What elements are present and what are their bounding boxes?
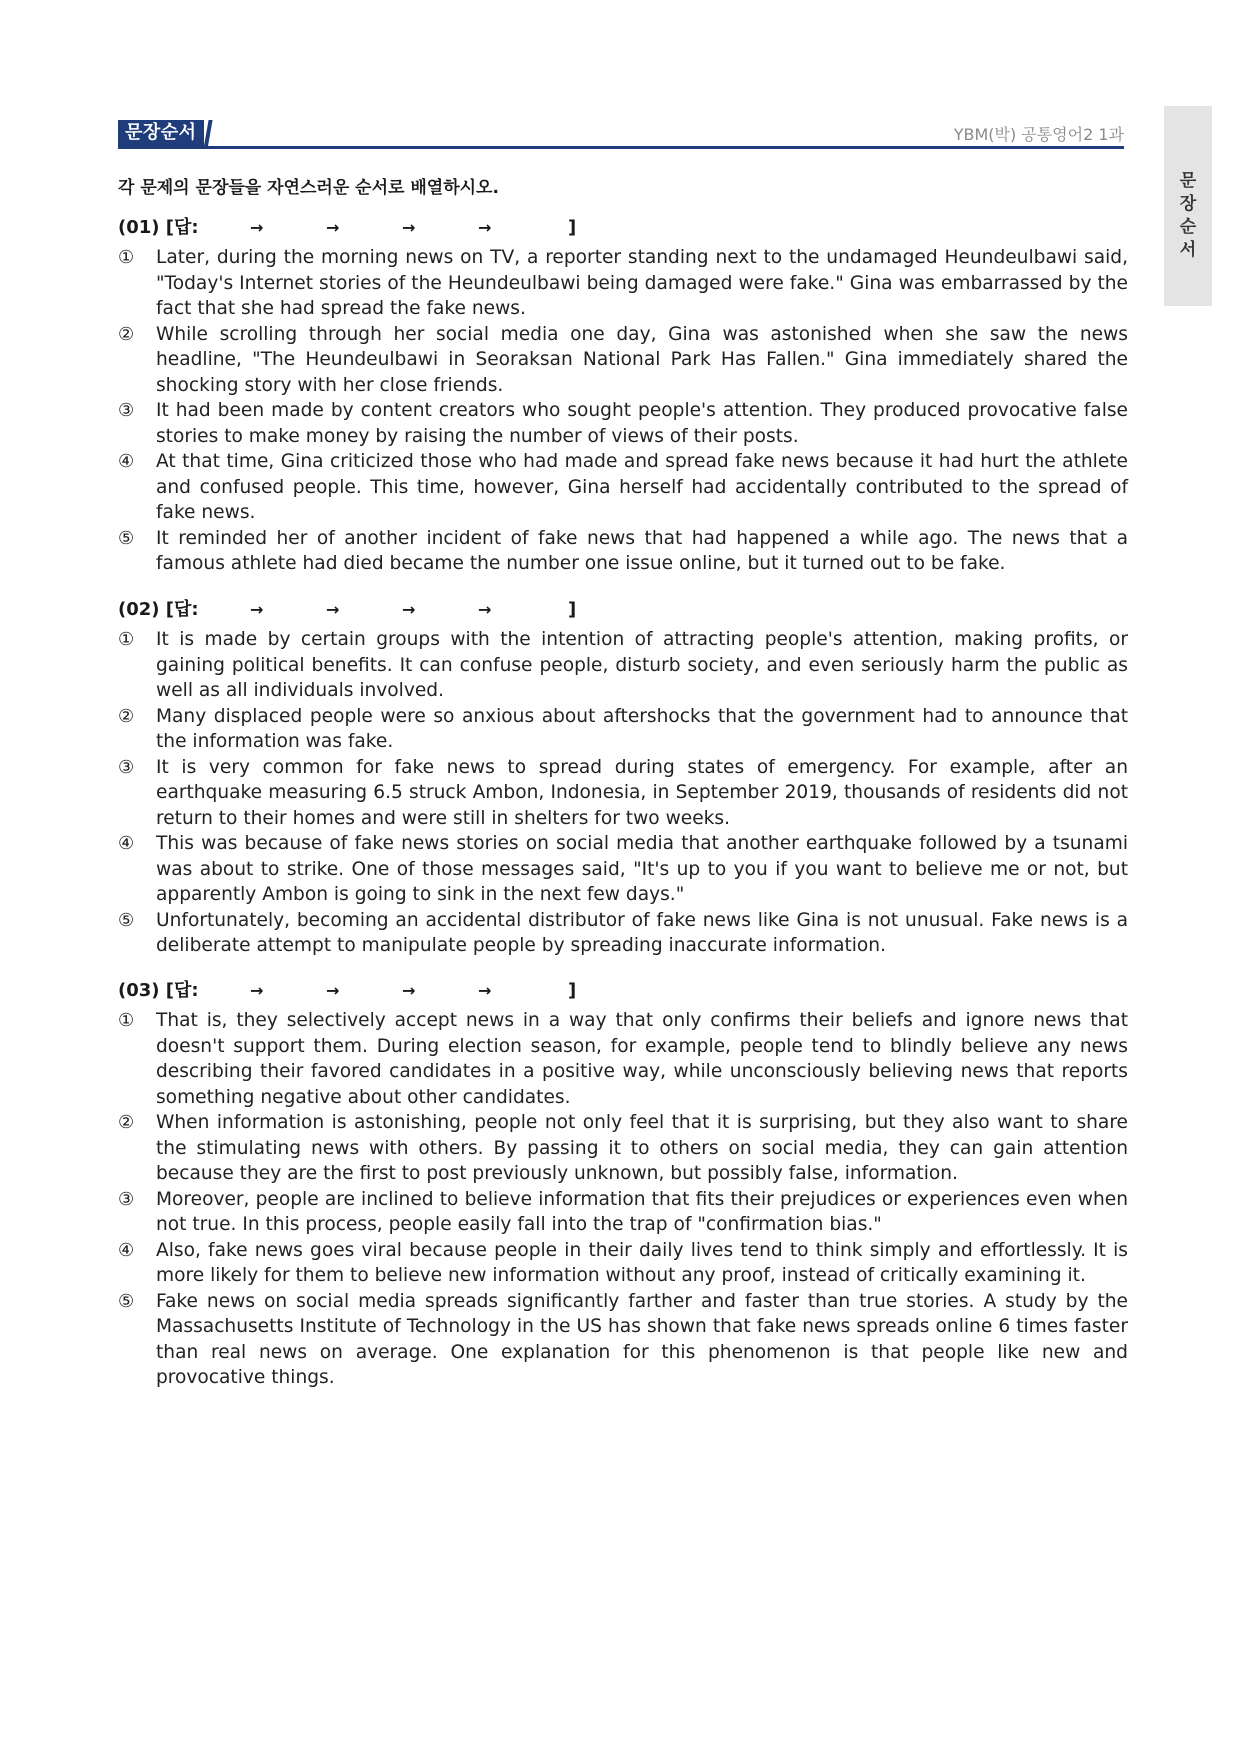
side-tab-label (1164, 170, 1212, 262)
list-item (118, 755, 1128, 832)
answer-close-bracket: ] (568, 217, 577, 238)
arrow-icon: → (478, 218, 492, 237)
item-text: When information is astonishing, people not only feel that it is surprising, but they also want to share the stimulating news with others. By passing it to others on social media, they can gain attention because they are the first to post previously unknown, but possibly false, information. (156, 1112, 1128, 1184)
answer-line (118, 597, 1128, 623)
item-number: ③ (118, 756, 135, 778)
item-text: That is, they selectively accept news in a way that only confirms their beliefs and ignore news that doesn't support them. During election season, for example, people tend to blindly believe any news describing their favored candidates in a positive way, while unconsciously believing news that reports something negative about other candidates. (156, 1010, 1128, 1108)
instruction: 각 문제의 문장들을 자연스러운 순서로 배열하시오. (118, 178, 499, 198)
list-item (118, 1289, 1128, 1391)
item-number: ⑤ (118, 1290, 135, 1312)
arrow-icon: → (250, 218, 264, 237)
problem-01 (118, 215, 1128, 577)
item-text: It is very common for fake news to spread during states of emergency. For example, after an earthquake measuring 6.5 struck Ambon, Indonesia, in September 2019, thousands of residents did not return to their homes and were still in shelters for two weeks. (156, 756, 1128, 829)
item-number: ④ (118, 451, 135, 472)
problem-label: (02) [답: (118, 599, 199, 620)
side-tab (1164, 106, 1212, 306)
side-tab-char: 장 (1179, 194, 1197, 214)
arrow-icon: → (326, 981, 340, 1000)
section-badge: 문장순서 (118, 120, 204, 146)
list-item (118, 1008, 1128, 1110)
item-number: ④ (118, 833, 135, 854)
item-text: Fake news on social media spreads significantly farther and faster than true stories. A study by the Massachusetts Institute of Technology in the US has shown that fake news spreads online 6 times faster than real news on average. One explanation for this phenomenon is that people like new and provocative things. (156, 1290, 1128, 1388)
list-item (118, 831, 1128, 908)
item-number: ① (118, 1010, 135, 1031)
item-number: ⑤ (118, 909, 135, 931)
list-item (118, 1238, 1128, 1289)
course-label: YBM(박) 공통영어2 1과 (953, 125, 1124, 144)
list-item (118, 398, 1128, 449)
item-number: ② (118, 323, 135, 345)
item-number: ③ (118, 400, 135, 421)
arrow-icon: → (402, 218, 416, 237)
list-item (118, 322, 1128, 399)
list-item (118, 1110, 1128, 1187)
arrow-icon: → (250, 981, 264, 1000)
item-number: ② (118, 705, 135, 727)
side-tab-char: 서 (1179, 240, 1197, 260)
item-text: It had been made by content creators who sought people's attention. They produced provocative false stories to make money by raising the number of views of their posts. (156, 400, 1128, 447)
list-item (118, 627, 1128, 704)
problem-label: (01) [답: (118, 217, 199, 238)
arrow-icon: → (326, 218, 340, 237)
item-text: Unfortunately, becoming an accidental distributor of fake news like Gina is not unusual. Fake news is a deliberate attempt to manipulate people by spreading inaccurate information. (156, 909, 1128, 956)
item-text: Many displaced people were so anxious about aftershocks that the government had to announce that the information was fake. (156, 705, 1128, 752)
item-text: Moreover, people are inclined to believe information that fits their prejudices or experiences even when not true. In this process, people easily fall into the trap of "confirmation bias." (156, 1188, 1128, 1235)
item-text: While scrolling through her social media one day, Gina was astonished when she saw the news headline, "The Heundeulbawi in Seoraksan National Park Has Fallen." Gina immediately shared the shocking story with her close friends. (156, 323, 1128, 396)
item-text: It reminded her of another incident of fake news that had happened a while ago. The news that a famous athlete had died became the number one issue online, but it turned out to be fake. (156, 527, 1128, 574)
item-number: ⑤ (118, 527, 135, 549)
item-number: ① (118, 247, 135, 268)
problem-label: (03) [답: (118, 980, 199, 1001)
problem-02 (118, 597, 1128, 959)
item-number: ③ (118, 1188, 135, 1210)
list-item (118, 908, 1128, 959)
arrow-icon: → (402, 600, 416, 619)
arrow-icon: → (250, 600, 264, 619)
side-tab-char: 문 (1179, 171, 1197, 191)
page-header (118, 120, 1124, 149)
list-item (118, 526, 1128, 577)
item-text: Also, fake news goes viral because people in their daily lives tend to think simply and effortlessly. It is more likely for them to believe new information without any proof, instead of critically examining it. (156, 1239, 1128, 1286)
item-text: This was because of fake news stories on social media that another earthquake followed by a tsunami was about to strike. One of those messages said, "It's up to you if you want to believe me or not, but apparently Ambon is going to sink in the next few days." (156, 833, 1128, 905)
list-item (118, 1187, 1128, 1238)
item-number: ② (118, 1112, 135, 1133)
arrow-icon: → (402, 981, 416, 1000)
answer-line (118, 215, 1128, 241)
item-text: It is made by certain groups with the intention of attracting people's attention, making profits, or gaining political benefits. It can confuse people, disturb society, and even seriously harm the public as well as all individuals involved. (156, 629, 1128, 701)
problem-03 (118, 978, 1128, 1391)
arrow-icon: → (478, 981, 492, 1000)
answer-line (118, 978, 1128, 1004)
item-number: ① (118, 629, 135, 650)
item-text: Later, during the morning news on TV, a reporter standing next to the undamaged Heundeulbawi said, "Today's Internet stories of the Heundeulbawi being damaged were fake." Gina was embarrassed by the fact that she had spread the fake news. (156, 247, 1128, 319)
side-tab-char: 순 (1179, 217, 1197, 237)
arrow-icon: → (326, 600, 340, 619)
answer-close-bracket: ] (568, 599, 577, 620)
answer-close-bracket: ] (568, 980, 577, 1001)
list-item (118, 704, 1128, 755)
list-item (118, 245, 1128, 322)
arrow-icon: → (478, 600, 492, 619)
list-item (118, 449, 1128, 526)
item-text: At that time, Gina criticized those who had made and spread fake news because it had hurt the athlete and confused people. This time, however, Gina herself had accidentally contributed to the spread of fake news. (156, 451, 1128, 523)
item-number: ④ (118, 1239, 135, 1261)
